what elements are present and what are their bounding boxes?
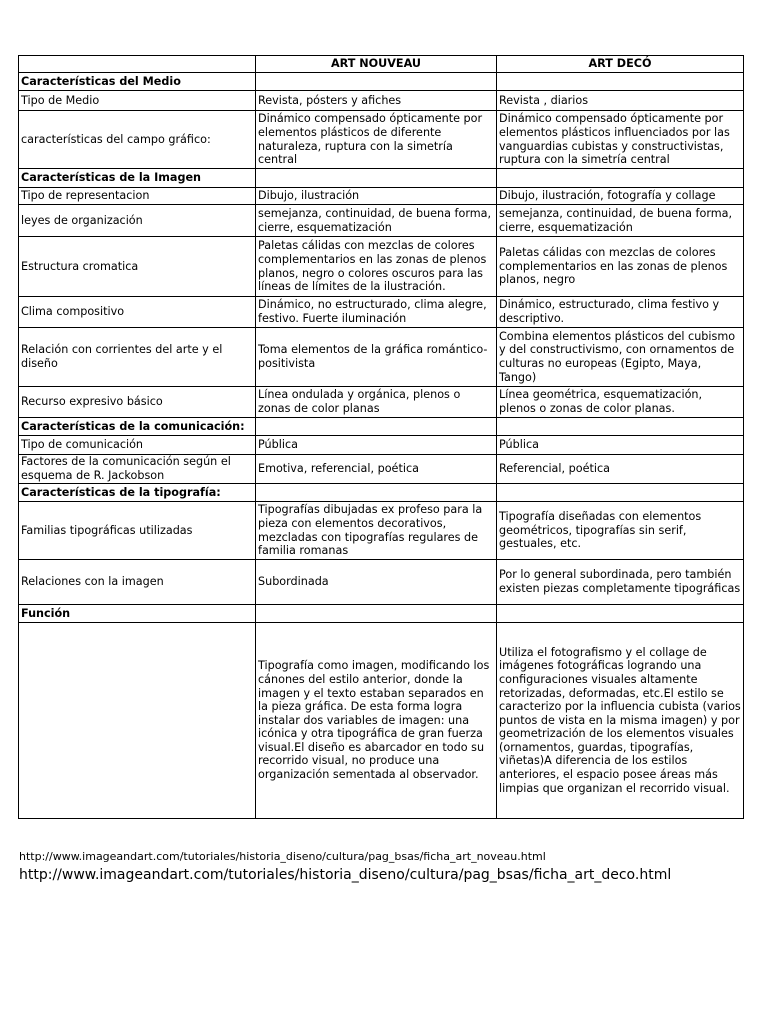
section-heading: Función [19, 605, 256, 623]
section-heading: Características del Medio [19, 73, 256, 91]
table-row [19, 484, 744, 502]
deco-cell: semejanza, continuidad, de buena forma, cierre, esquematización [497, 205, 744, 237]
section-heading: Características de la tipografía: [19, 484, 256, 502]
row-label: Relaciones con la imagen [19, 560, 256, 605]
nouveau-cell: Tipografía como imagen, modificando los cánones del estilo anterior, donde la imagen y el texto estaban separados en la pieza gráfica. De esta forma logra instalar dos variables de imagen: una icónica y otra tipográfica de gran fuerza visual.El diseño es abarcador en todo su recorrido visual, no produce una organización sementada al observador. [256, 623, 497, 819]
header-empty-cell [19, 56, 256, 73]
nouveau-cell: Subordinada [256, 560, 497, 605]
deco-cell: Dibujo, ilustración, fotografía y collage [497, 188, 744, 205]
table-row [19, 188, 744, 205]
deco-cell: Tipografía diseñadas con elementos geométricos, tipografías sin serif, gestuales, etc. [497, 502, 744, 560]
deco-cell [497, 73, 744, 91]
table-row [19, 73, 744, 91]
comparison-table [18, 55, 744, 819]
table-row [19, 502, 744, 560]
nouveau-cell [256, 169, 497, 188]
table-row [19, 205, 744, 237]
table-row [19, 387, 744, 418]
nouveau-cell [256, 73, 497, 91]
row-label: Tipo de comunicación [19, 436, 256, 455]
nouveau-cell: Pública [256, 436, 497, 455]
table-row [19, 455, 744, 484]
nouveau-cell: semejanza, continuidad, de buena forma, cierre, esquematización [256, 205, 497, 237]
row-label: Tipo de Medio [19, 91, 256, 111]
deco-cell [497, 169, 744, 188]
deco-cell [497, 418, 744, 436]
deco-cell [497, 484, 744, 502]
table-row [19, 111, 744, 169]
deco-cell: Combina elementos plásticos del cubismo y del constructivismo, con ornamentos de culturas no europeas (Egipto, Maya, Tango) [497, 328, 744, 387]
row-label: Factores de la comunicación según el esquema de R. Jackobson [19, 455, 256, 484]
nouveau-cell [256, 418, 497, 436]
table-row [19, 436, 744, 455]
deco-cell: Dinámico, estructurado, clima festivo y descriptivo. [497, 297, 744, 328]
header-art-nouveau: ART NOUVEAU [256, 56, 497, 73]
nouveau-cell [256, 605, 497, 623]
row-label: leyes de organización [19, 205, 256, 237]
deco-cell: Línea geométrica, esquematización, plenos o zonas de color planas. [497, 387, 744, 418]
section-heading: Características de la Imagen [19, 169, 256, 188]
nouveau-cell: Dinámico compensado ópticamente por elementos plásticos de diferente naturaleza, ruptura con la simetría central [256, 111, 497, 169]
deco-cell [497, 605, 744, 623]
deco-cell: Por lo general subordinada, pero también existen piezas completamente tipográficas [497, 560, 744, 605]
table-row [19, 623, 744, 819]
nouveau-cell: Línea ondulada y orgánica, plenos o zonas de color planas [256, 387, 497, 418]
nouveau-cell: Revista, pósters y afiches [256, 91, 497, 111]
nouveau-cell: Tipografías dibujadas ex profeso para la pieza con elementos decorativos, mezcladas con tipografías regulares de familia romanas [256, 502, 497, 560]
deco-cell: Paletas cálidas con mezclas de colores complementarios en las zonas de plenos planos, negro [497, 237, 744, 297]
deco-cell: Dinámico compensado ópticamente por elementos plásticos influenciados por las vanguardias cubistas y constructivistas, ruptura con la simetría central [497, 111, 744, 169]
table-row [19, 237, 744, 297]
nouveau-cell: Dibujo, ilustración [256, 188, 497, 205]
row-label: Clima compositivo [19, 297, 256, 328]
deco-cell: Pública [497, 436, 744, 455]
table-row [19, 328, 744, 387]
table-row [19, 169, 744, 188]
nouveau-cell [256, 484, 497, 502]
row-label: características del campo gráfico: [19, 111, 256, 169]
nouveau-cell: Dinámico, no estructurado, clima alegre, festivo. Fuerte iluminación [256, 297, 497, 328]
table-row [19, 605, 744, 623]
source-link-art-nouveau[interactable]: http://www.imageandart.com/tutoriales/historia_diseno/cultura/pag_bsas/ficha_art_noveau.html [19, 850, 546, 863]
row-label [19, 623, 256, 819]
source-link-art-deco[interactable]: http://www.imageandart.com/tutoriales/historia_diseno/cultura/pag_bsas/ficha_art_deco.html [19, 867, 672, 883]
table-row [19, 91, 744, 111]
table-row [19, 297, 744, 328]
nouveau-cell: Toma elementos de la gráfica romántico-positivista [256, 328, 497, 387]
row-label: Tipo de representacion [19, 188, 256, 205]
table-header-row [19, 56, 744, 73]
table-row [19, 418, 744, 436]
section-heading: Características de la comunicación: [19, 418, 256, 436]
table-row [19, 560, 744, 605]
deco-cell: Utiliza el fotografismo y el collage de imágenes fotográficas logrando una configuraciones visuales altamente retorizadas, deformadas, etc.El estilo se caracterizo por la influencia cubista (varios puntos de vista en la misma imagen) y por geometrización de los elementos visuales (ornamentos, guardas, tipografías, viñetas)A diferencia de los estilos anteriores, el espacio posee áreas más limpias que organizan el recorrido visual. [497, 623, 744, 819]
row-label: Recurso expresivo básico [19, 387, 256, 418]
row-label: Familias tipográficas utilizadas [19, 502, 256, 560]
header-art-deco: ART DECÓ [497, 56, 744, 73]
row-label: Estructura cromatica [19, 237, 256, 297]
nouveau-cell: Paletas cálidas con mezclas de colores complementarios en las zonas de plenos planos, negro o colores oscuros para las líneas de límites de la ilustración. [256, 237, 497, 297]
deco-cell: Revista , diarios [497, 91, 744, 111]
row-label: Relación con corrientes del arte y el diseño [19, 328, 256, 387]
nouveau-cell: Emotiva, referencial, poética [256, 455, 497, 484]
deco-cell: Referencial, poética [497, 455, 744, 484]
